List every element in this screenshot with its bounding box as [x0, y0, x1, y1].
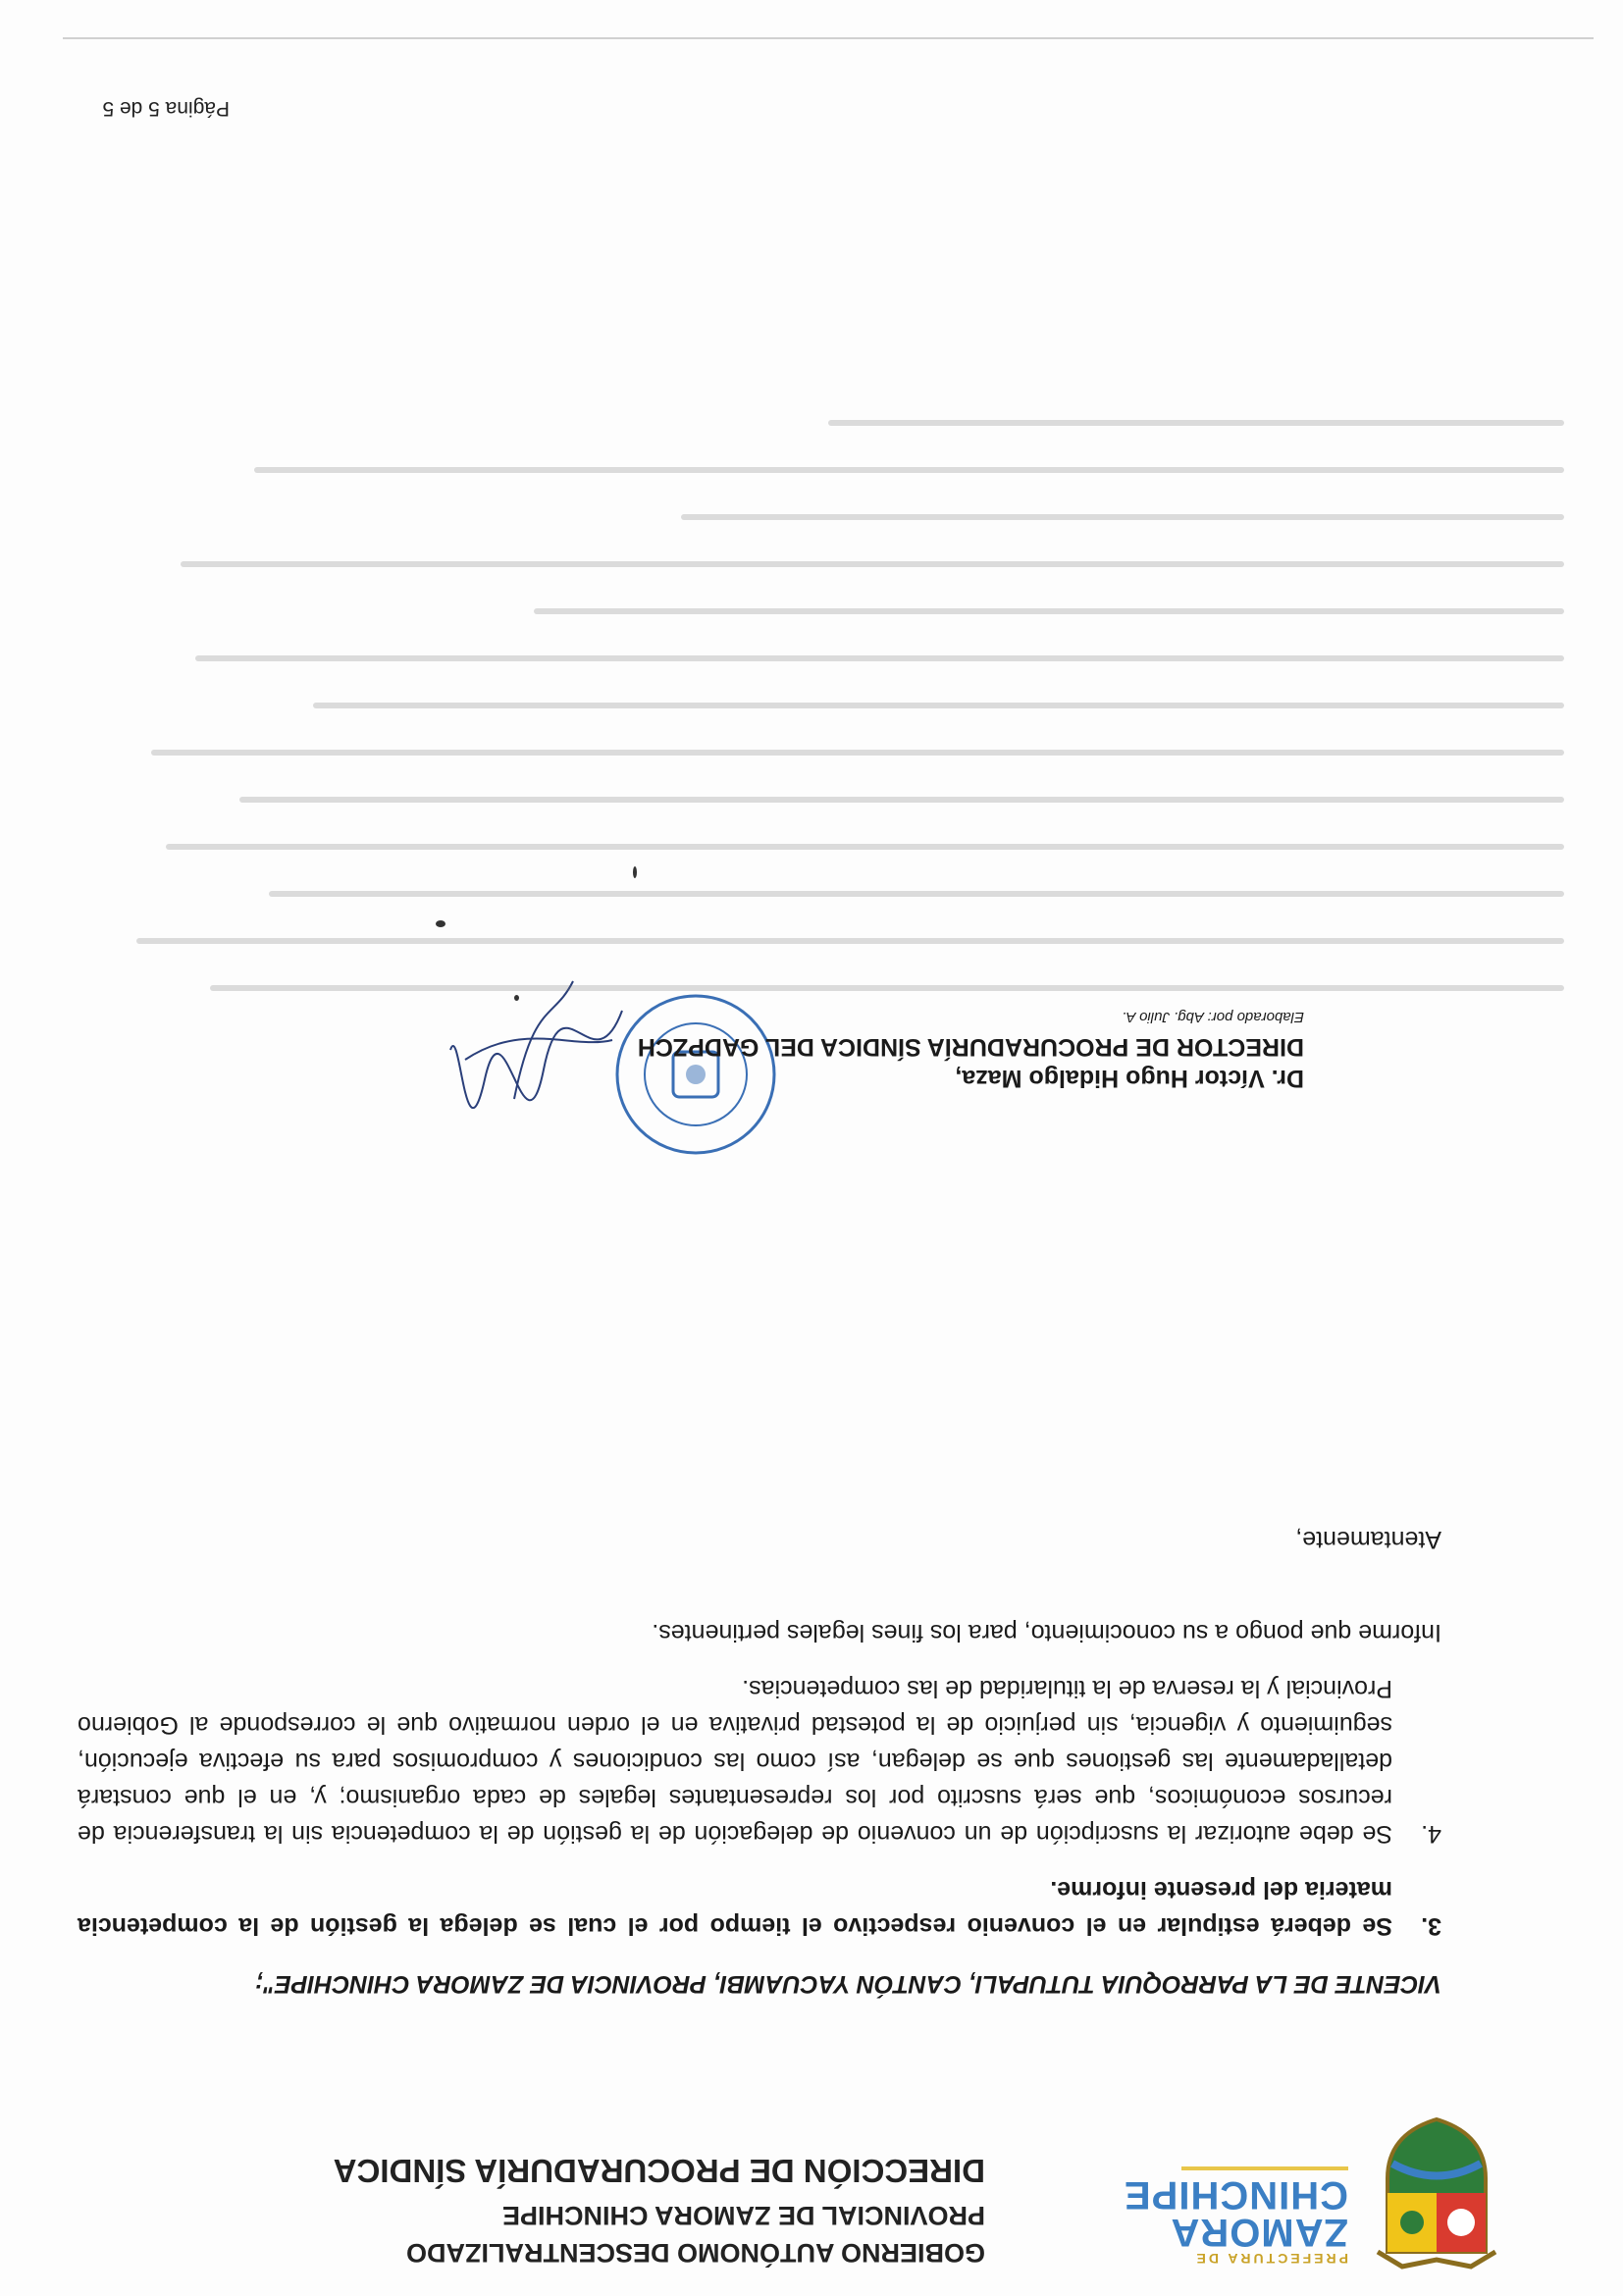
signature-block [499, 1009, 1304, 1094]
item-text: Se debe autorizar la suscripción de un convenio de delegación de la gestión de la competencia sin la transferencia de recursos económicos, que será suscrito por los representantes legales de cada organismo; y, en el que constará detalladamente las gestiones que se delegan, así como las condiciones y compromisos para su efectiva ejecución, seguimiento y vigencia, sin perjuicio de la potestad privativa en el orden normativo que le corresponde al Gobierno Provincial y la reserva de la titularidad de las competencias. [78, 1675, 1392, 1848]
page-number: Página 5 de 5 [102, 97, 230, 120]
institution-line-1: GOBIERNO AUTÓNOMO DESCENTRALIZADO [406, 2238, 985, 2268]
continuation-text: VICENTE DE LA PARROQUIA TUTUPALI, CANTÓN YACUAMBI, PROVINCIA DE ZAMORA CHINCHIPE"; [254, 1970, 1441, 1998]
scan-speck [514, 995, 519, 1001]
institution-line-2: PROVINCIAL DE ZAMORA CHINCHIPE [501, 2201, 985, 2230]
signer-role: DIRECTOR DE PROCURADURÍA SÍNDICA DEL GADPZCH [637, 1033, 1304, 1061]
prefecture-logo [1123, 2166, 1348, 2267]
item-text: Se deberá estipular en el convenio respectivo el tiempo por el cual se delega la gestión de la competencia materia del presente informe. [78, 1876, 1392, 1940]
scan-speck [436, 920, 445, 927]
list-item [78, 1871, 1441, 1944]
prepared-by: Elaborado por: Abg. Julio A. [1122, 1009, 1304, 1025]
letterhead [0, 2100, 1623, 2296]
logo-word-1: ZAMORA [1170, 2211, 1348, 2254]
scan-speck [633, 866, 637, 878]
list-item [78, 1670, 1441, 1852]
department-title: DIRECCIÓN DE PROCURADURÍA SÍNDICA [333, 2153, 985, 2189]
item-number: 3. [1421, 1912, 1441, 1940]
logo-word-2: CHINCHIPE [1123, 2173, 1348, 2217]
logo-underline [1181, 2166, 1348, 2170]
institution-title [122, 2152, 985, 2271]
document-body [78, 1521, 1441, 2002]
closing-sentence: Informe que pongo a su conocimiento, para los fines legales pertinentes. [652, 1619, 1441, 1646]
signer-name: Dr. Víctor Hugo Hidalgo Maza, [955, 1065, 1304, 1092]
coat-of-arms-icon [1373, 2114, 1500, 2271]
salutation: Atentamente, [1295, 1526, 1441, 1553]
bleed-through-text [92, 167, 1564, 991]
bottom-edge-line [63, 37, 1594, 39]
item-number: 4. [1421, 1820, 1441, 1848]
logo-caption: PREFECTURA DE [1193, 2251, 1348, 2267]
